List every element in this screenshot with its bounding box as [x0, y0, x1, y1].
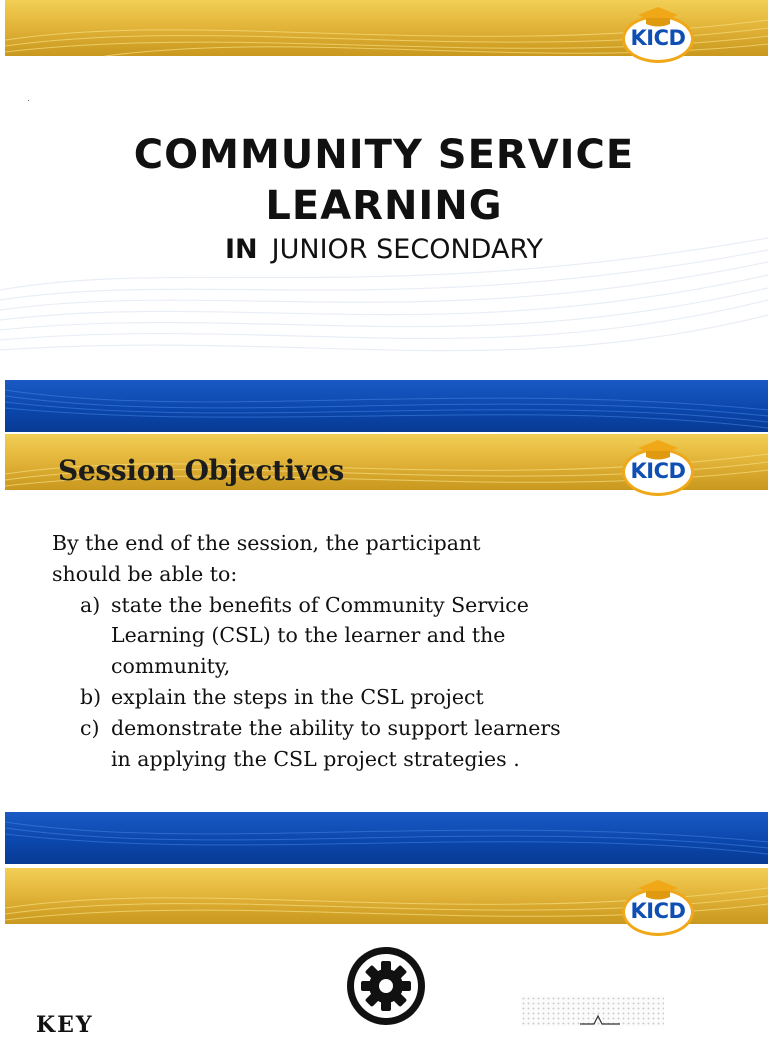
objectives-slide — [0, 432, 768, 866]
stray-dot — [28, 100, 29, 101]
list-marker: a) — [80, 592, 101, 617]
list-item — [80, 590, 572, 682]
list-item — [80, 713, 572, 775]
slide-title-line-2: LEARNING — [265, 183, 503, 229]
subtitle-rest: JUNIOR SECONDARY — [271, 234, 543, 265]
graduation-cap-icon — [634, 878, 682, 900]
graduation-cap-icon — [634, 5, 682, 27]
footer-band — [5, 812, 768, 864]
kicd-logo: KICD — [622, 878, 694, 940]
slide-title-line-1: COMMUNITY SERVICE — [133, 132, 635, 178]
intro-line-2: should be able to: — [52, 561, 238, 586]
subtitle-strong: IN — [225, 234, 258, 265]
kicd-logo: KICD — [622, 438, 694, 500]
title-slide — [0, 0, 768, 432]
graduation-cap-icon — [634, 438, 682, 460]
slide-subtitle — [0, 234, 768, 265]
list-item-text: state the benefits of Community Service Learning (CSL) to the learner and the community, — [111, 592, 529, 679]
intro-line-1: By the end of the session, the participant — [52, 531, 481, 555]
list-item-text: demonstrate the ability to support learners in applying the CSL project strategies . — [111, 715, 561, 771]
list-item — [80, 682, 572, 713]
spike-graphic — [580, 1012, 620, 1024]
list-item-text: explain the steps in the CSL project — [111, 684, 484, 709]
partial-key-heading: KEY — [36, 1012, 94, 1038]
kicd-logo: KICD — [622, 5, 694, 67]
list-marker: b) — [80, 684, 102, 709]
list-marker: c) — [80, 715, 100, 740]
footer-band — [5, 380, 768, 432]
key-slide-partial — [0, 866, 768, 1038]
objectives-list — [52, 590, 572, 775]
objectives-body — [52, 528, 572, 774]
gear-icon — [344, 944, 428, 1026]
session-heading: Session Objectives — [58, 454, 344, 487]
